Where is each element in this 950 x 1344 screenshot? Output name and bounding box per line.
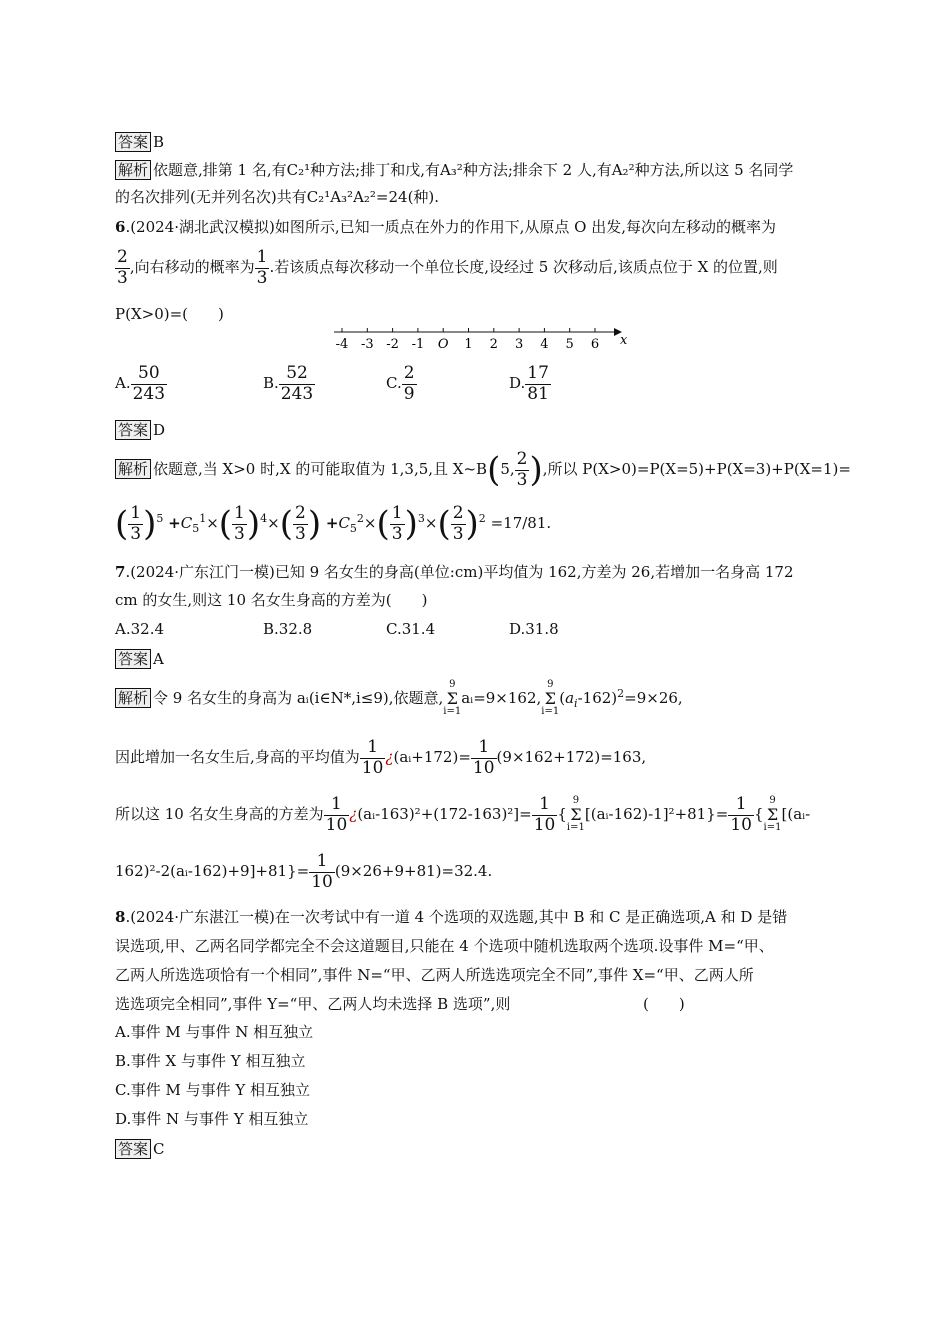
q7-option-b[interactable]: B.32.8 xyxy=(263,620,313,638)
analysis-tag: 解析 xyxy=(115,459,151,479)
q5-analysis-line-2: 的名次排列(无并列名次)共有C₂¹A₃²A₂²=24(种). xyxy=(115,188,440,206)
axis-label: x xyxy=(620,333,628,348)
question-number: 6 xyxy=(115,218,126,236)
q6-option-d[interactable]: D. $\frac{17}{81}$ xyxy=(509,363,549,404)
q7-answer-line: 答案 A xyxy=(115,649,164,670)
q5-answer-line xyxy=(115,132,164,153)
q6-analysis-line-2: ( $\frac{1}{3}$ )$^5 +C_5^1\times$( $\frac{1}{3}$ )$^4$×( $\frac{2}{3}$ ) $+C_5^2\times$( $\frac{1}{3}$ )$^3$×( $\frac{2}{3}$ )$^2$ =17/81. xyxy=(115,503,552,544)
answer-tag: 答案 xyxy=(115,132,151,152)
q8-stem-line-4: 选选项完全相同”,事件 Y=“甲、乙两人均未选择 B 选项”,则 ( ) xyxy=(115,995,685,1013)
q6-analysis-line-1: 解析 依题意,当 X>0 时,X 的可能取值为 1,3,5,且 X~B(5, $\frac{2}{3}$ ),所以 P(X>0)=P(X=5)+P(X=3)+P(X=1)= xyxy=(115,448,851,492)
q8-answer-line: 答案 C xyxy=(115,1139,165,1160)
q6-option-a[interactable]: A. $\frac{50}{243}$ xyxy=(115,363,166,404)
axis-tick-label: -4 xyxy=(335,337,349,352)
q7-analysis-line-3: 所以这 10 名女生身高的方差为 $\frac{1}{10}$ ¿(aᵢ-163)²+(172-163)²]= $\frac{1}{10}$ {9 Σ i=1[(aᵢ-162)-1]²+81}= $\frac{1}{10}$ {9 Σ i=1[(aᵢ- xyxy=(115,794,811,835)
axis-tick-label: 3 xyxy=(514,337,524,352)
q8-option-c[interactable]: C.事件 M 与事件 Y 相互独立 xyxy=(115,1081,311,1099)
axis-tick-label: 2 xyxy=(489,337,498,352)
q8-option-a[interactable]: A.事件 M 与事件 N 相互独立 xyxy=(115,1023,314,1041)
q6-stem-line-3: P(X>0)=( ) xyxy=(115,305,224,323)
axis-tick-label: -3 xyxy=(360,337,374,352)
q7-stem-line-1: 7.(2024·广东江门一模)已知 9 名女生的身高(单位:cm)平均值为 162,方差为 26,若增加一名身高 172 xyxy=(115,563,794,581)
q5-analysis-line-1: 解析 依题意,排第 1 名,有C₂¹种方法;排丁和戊,有A₃²种方法;排余下 2 人,有A₂²种方法,所以这 5 名同学 xyxy=(115,160,793,181)
q7-analysis-line-1: 解析 令 9 名女生的身高为 aᵢ(i∈N*,i≤9),依题意,9 Σ i=1aᵢ=9×162,9 Σ $i=1(a_i-162)^2=9\times 26$, xyxy=(115,680,683,718)
q7-analysis-line-2: 因此增加一名女生后,身高的平均值为 $\frac{1}{10}$ ¿(aᵢ+172)= $\frac{1}{10}$ (9×162+172)=163, xyxy=(115,737,647,778)
q8-stem-line-3: 乙两人所选选项恰有一个相同”,事件 N=“甲、乙两人所选选项完全不同”,事件 X=“甲、乙两人所 xyxy=(115,966,754,984)
fraction: $\frac{1}{3}$ xyxy=(256,247,268,288)
analysis-tag: 解析 xyxy=(115,160,151,180)
q8-option-d[interactable]: D.事件 N 与事件 Y 相互独立 xyxy=(115,1110,309,1128)
axis-tick-label: O xyxy=(437,337,449,352)
answer-value: B xyxy=(153,133,165,151)
q8-option-b[interactable]: B.事件 X 与事件 Y 相互独立 xyxy=(115,1052,306,1070)
axis-tick-label: 4 xyxy=(540,337,549,352)
axis-tick-label: -2 xyxy=(386,337,399,352)
fraction: $\frac{2}{3}$ xyxy=(117,247,128,288)
q7-stem-line-2: cm 的女生,则这 10 名女生身高的方差为( ) xyxy=(115,591,428,609)
q7-option-a[interactable]: A.32.4 xyxy=(115,620,164,638)
axis-tick-label: -1 xyxy=(411,337,425,352)
q8-stem-line-1: 8.(2024·广东湛江一模)在一次考试中有一道 4 个选项的双选题,其中 B 和 C 是正确选项,A 和 D 是错 xyxy=(115,908,788,926)
q7-option-c[interactable]: C.31.4 xyxy=(386,620,436,638)
axis-tick-label: 5 xyxy=(565,337,574,352)
axis-tick-label: 1 xyxy=(464,337,473,352)
q7-option-d[interactable]: D.31.8 xyxy=(509,620,559,638)
number-line xyxy=(330,324,630,358)
q6-option-b[interactable]: B. $\frac{52}{243}$ xyxy=(263,363,314,404)
q7-analysis-line-4: 162)²-2(aᵢ-162)+9]+81}= $\frac{1}{10}$ (9×26+9+81)=32.4. xyxy=(115,851,493,892)
q6-stem-line-2: $\frac{2}{3}$ ,向右移动的概率为 $\frac{1}{3}$ .若该质点每次移动一个单位长度,设经过 5 次移动后,该质点位于 X 的位置,则 xyxy=(117,247,778,288)
q6-stem-line-1: 6.(2024·湖北武汉模拟)如图所示,已知一质点在外力的作用下,从原点 O 出发,每次向左移动的概率为 xyxy=(115,218,776,236)
axis-tick-label: 6 xyxy=(590,337,600,352)
q6-answer-line: 答案 D xyxy=(115,420,165,441)
answer-tag: 答案 xyxy=(115,420,151,440)
q8-stem-line-2: 误选项,甲、乙两名同学都完全不会这道题目,只能在 4 个选项中随机选取两个选项.设事件 M=“甲、 xyxy=(115,937,774,955)
q6-option-c[interactable]: C. $\frac{2}{9}$ xyxy=(386,363,415,404)
